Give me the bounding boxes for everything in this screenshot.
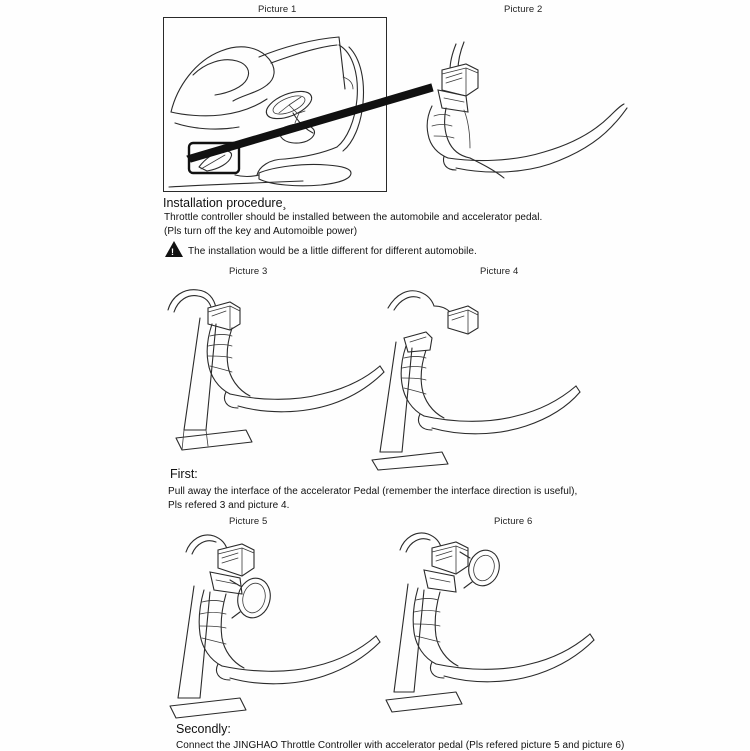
- caption-picture-6: Picture 6: [494, 516, 533, 527]
- first-line-1: Pull away the interface of the accelerator Pedal (remember the interface direction is useful),: [168, 486, 578, 497]
- secondly-line-1: Connect the JINGHAO Throttle Controller with accelerator pedal (Pls refered picture 5 and picture 6): [176, 740, 625, 751]
- picture1-to-picture2-pointer: [185, 78, 445, 168]
- warning-exclamation-glyph: !: [171, 247, 174, 257]
- installation-heading: Installation procedure¸: [163, 196, 287, 210]
- installation-line-1: Throttle controller should be installed between the automobile and accelerator pedal.: [164, 212, 543, 223]
- picture-4-illustration: [370, 280, 610, 470]
- picture-5-illustration: [160, 528, 400, 718]
- caption-picture-2: Picture 2: [504, 4, 543, 15]
- caption-picture-4: Picture 4: [480, 266, 519, 277]
- picture-2-illustration: [408, 40, 628, 190]
- first-line-2: Pls refered 3 and picture 4.: [168, 500, 290, 511]
- caption-picture-3: Picture 3: [229, 266, 268, 277]
- picture-6-illustration: [380, 524, 620, 719]
- secondly-heading: Secondly:: [176, 722, 231, 736]
- caption-picture-1: Picture 1: [258, 4, 297, 15]
- first-heading: First:: [170, 467, 198, 481]
- warning-triangle-icon: [165, 241, 183, 257]
- picture-3-illustration: [160, 280, 390, 465]
- installation-warning-text: The installation would be a little different for different automobile.: [188, 246, 477, 257]
- caption-picture-5: Picture 5: [229, 516, 268, 527]
- installation-line-2: (Pls turn off the key and Automoible power): [164, 226, 358, 237]
